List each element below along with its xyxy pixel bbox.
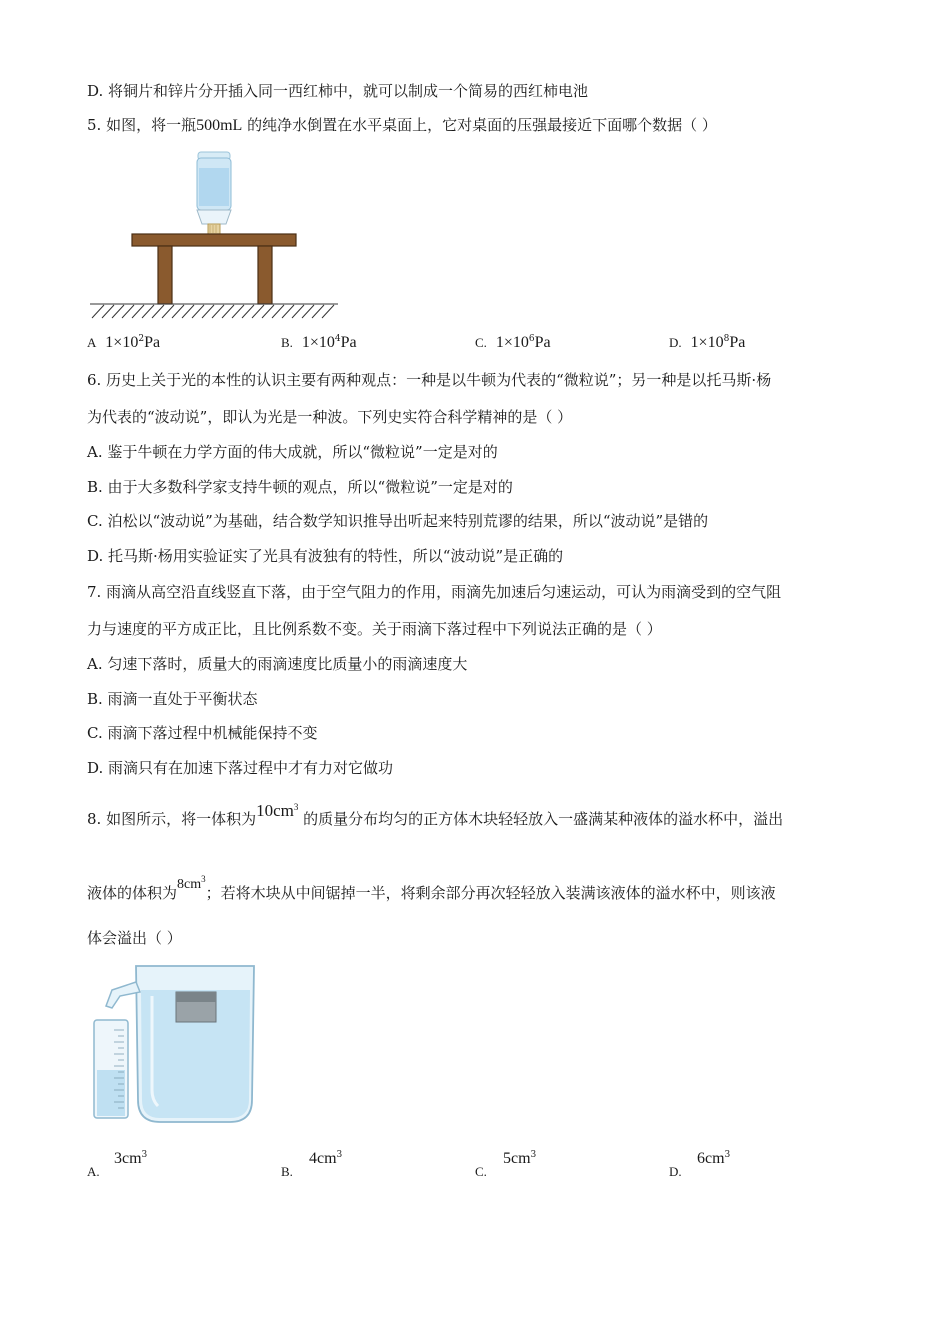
q8-volume-2: $8cm^3$ [177, 874, 206, 892]
q5-option-d[interactable]: D. $1\times 10^8Pa$ [669, 334, 746, 351]
q8-option-c[interactable]: $5cm^3$ [503, 1150, 537, 1167]
measuring-cylinder-icon [94, 1020, 128, 1118]
q8-option-d-letter: D. [669, 1164, 682, 1179]
q8-options [0, 1150, 950, 1179]
q8-stem-pre: 8. 如图所示，将一体积为 [87, 810, 257, 828]
q5-options [0, 334, 950, 360]
q7-option-b[interactable]: B. 雨滴一直处于平衡状态 [87, 690, 258, 708]
q8-line2-pre: 液体的体积为 [87, 884, 178, 902]
q8-option-b[interactable]: $4cm^3$ [309, 1150, 343, 1167]
water-bottle-icon [197, 152, 231, 234]
q5-figure-bottle-on-table [86, 148, 342, 324]
q7-option-c[interactable]: C. 雨滴下落过程中机械能保持不变 [87, 724, 318, 742]
q8-figure-overflow-cup [88, 960, 260, 1126]
q4-option-d: D. 将铜片和锌片分开插入同一西红柿中，就可以制成一个简易的西红柿电池 [87, 82, 589, 100]
q5-stem-pre: 5. 如图，将一瓶 [87, 116, 197, 134]
q5-stem-num: 500mL [196, 117, 243, 134]
q6-option-d[interactable]: D. 托马斯·杨用实验证实了光具有波独有的特性，所以“波动说”是正确的 [87, 547, 564, 565]
q5-option-b[interactable]: B. $1\times 10^4Pa$ [281, 334, 357, 351]
q5-option-c[interactable]: C. $1\times 10^6Pa$ [475, 334, 551, 351]
ground-icon [90, 304, 338, 318]
q6-stem-line2: 为代表的“波动说”，即认为光是一种波。下列史实符合科学精神的是（ ） [87, 408, 573, 426]
q7-stem-line1: 7. 雨滴从高空沿直线竖直下落，由于空气阻力的作用，雨滴先加速后匀速运动，可认为雨滴受到的空气阻 [87, 583, 782, 601]
q6-option-a[interactable]: A. 鉴于牛顿在力学方面的伟大成就，所以“微粒说”一定是对的 [87, 443, 498, 461]
q7-option-a[interactable]: A. 匀速下落时，质量大的雨滴速度比质量小的雨滴速度大 [87, 655, 468, 673]
q8-stem-line1 [87, 801, 784, 829]
q5-stem-post: 的纯净水倒置在水平桌面上，它对桌面的压强最接近下面哪个数据（ ） [242, 116, 717, 134]
q8-line2-post: ；若将木块从中间锯掉一半，将剩余部分再次轻轻放入装满该液体的溢水杯中，则该液 [205, 884, 776, 902]
q8-option-a[interactable]: $3cm^3$ [114, 1150, 148, 1167]
q6-option-b[interactable]: B. 由于大多数科学家支持牛顿的观点，所以“微粒说”一定是对的 [87, 478, 513, 496]
q8-stem-mid: 的质量分布均匀的正方体木块轻轻放入一盛满某种液体的溢水杯中，溢出 [298, 810, 784, 828]
q5-option-a[interactable]: A $1\times 10^2Pa$ [87, 334, 161, 351]
q8-stem-line3: 体会溢出（ ） [87, 929, 182, 947]
q7-stem-line2: 力与速度的平方成正比，且比例系数不变。关于雨滴下落过程中下列说法正确的是（ ） [87, 620, 662, 638]
q8-stem-line2 [87, 874, 776, 905]
q8-option-c-letter: C. [475, 1164, 487, 1179]
q8-option-a-letter: A. [87, 1164, 100, 1179]
q8-option-d[interactable]: $6cm^3$ [697, 1150, 731, 1167]
q8-volume-1: $10cm^3$ [256, 801, 299, 820]
q6-option-c[interactable]: C. 泊松以“波动说”为基础，结合数学知识推导出听起来特别荒谬的结果，所以“波动说”是错的 [87, 512, 709, 530]
q6-stem-line1: 6. 历史上关于光的本性的认识主要有两种观点：一种是以牛顿为代表的“微粒说”；另一种是以托马斯·杨 [87, 371, 772, 389]
q8-option-b-letter: B. [281, 1164, 293, 1179]
table-icon [132, 234, 296, 304]
q7-option-d[interactable]: D. 雨滴只有在加速下落过程中才有力对它做功 [87, 759, 394, 777]
q5-stem [87, 115, 717, 136]
